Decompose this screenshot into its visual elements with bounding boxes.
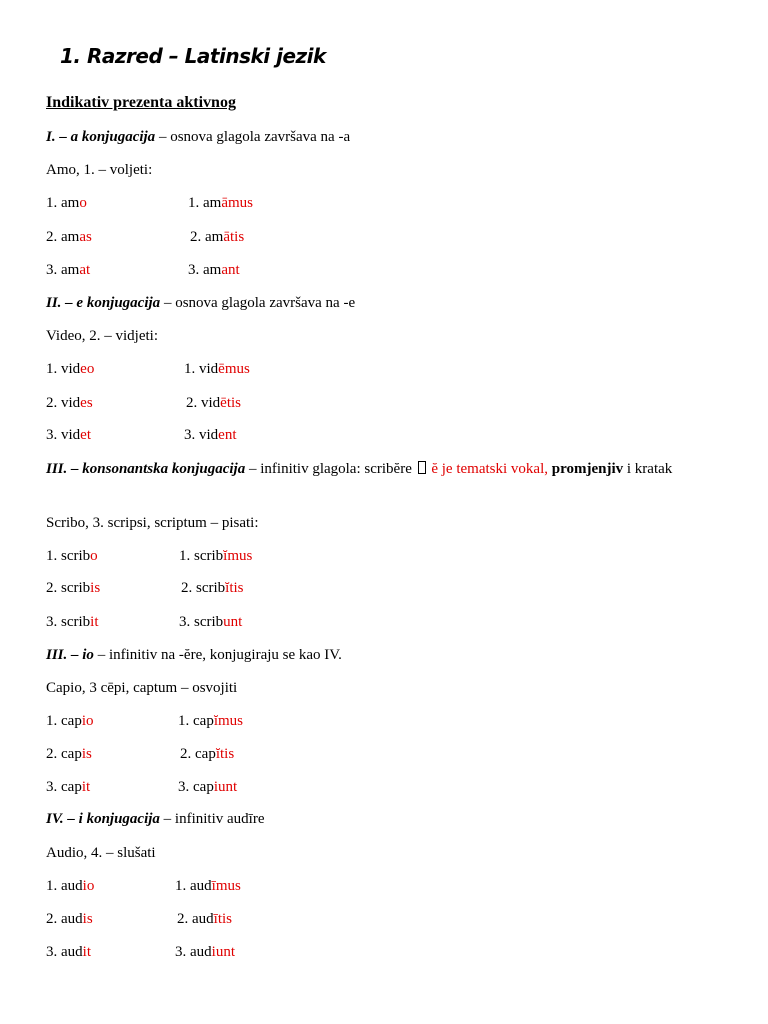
stem: 3. scrib: [46, 614, 91, 630]
ending: ĭtis: [215, 746, 235, 762]
conjugation-row: [46, 944, 236, 961]
ending: eo: [80, 361, 95, 377]
ending: at: [79, 262, 91, 278]
conjugation-name: III. – io: [46, 647, 94, 663]
stem: 1. vid: [46, 361, 81, 377]
conjugation-name: III. – konsonantska konjugacija: [46, 461, 246, 477]
missing-glyph-icon: [418, 461, 426, 474]
stem: 2. cap: [46, 746, 82, 762]
stem: 3. am: [188, 262, 222, 278]
stem: 2. cap: [180, 746, 216, 762]
conjugation-heading-4: [46, 647, 342, 664]
stem: 2. am: [190, 229, 224, 245]
ending: es: [80, 395, 93, 411]
ending: et: [80, 427, 91, 443]
stem: 1. cap: [46, 713, 82, 729]
stem: 3. aud: [46, 944, 83, 960]
ending: ĭmus: [223, 548, 253, 564]
ending: is: [81, 746, 92, 762]
emphasis-text: promjenjiv: [548, 461, 624, 477]
verb-example-5: Audio, 4. – slušati: [46, 845, 156, 861]
stem: 1. vid: [184, 361, 219, 377]
conjugation-description: – osnova glagola završava na -a: [155, 129, 351, 145]
conjugation-row: [46, 878, 241, 895]
conjugation-description: – infinitiv glagola: scribĕre: [245, 461, 412, 477]
conjugation-heading-1: [46, 129, 350, 146]
ending: ent: [218, 427, 237, 443]
stem: 2. aud: [46, 911, 83, 927]
conjugation-description: – osnova glagola završava na -e: [160, 295, 356, 311]
ending: ātis: [223, 229, 245, 245]
ending: io: [82, 878, 95, 894]
conjugation-description: – infinitiv na -ĕre, konjugiraju se kao IV.: [93, 647, 342, 663]
ending: iunt: [211, 944, 236, 960]
stem: 2. am: [46, 229, 80, 245]
conjugation-row: [46, 427, 237, 444]
conjugation-heading-2: [46, 295, 355, 312]
ending: o: [90, 548, 98, 564]
conjugation-name: IV. – i konjugacija: [46, 811, 160, 827]
ending: ētis: [220, 395, 242, 411]
stem: 3. cap: [178, 779, 214, 795]
stem: 1. cap: [178, 713, 214, 729]
stem: 3. vid: [46, 427, 81, 443]
stem: 1. aud: [46, 878, 83, 894]
stem: 1. am: [46, 195, 80, 211]
verb-example-2: Video, 2. – vidjeti:: [46, 328, 159, 344]
conjugation-name: I. – a konjugacija: [46, 129, 156, 145]
ending: ĭtis: [225, 580, 244, 596]
stem: 2. scrib: [181, 580, 226, 596]
ending: unt: [223, 614, 243, 630]
stem: 3. scrib: [179, 614, 224, 630]
ending: it: [81, 779, 91, 795]
conjugation-heading-3: [46, 459, 726, 480]
conjugation-row: [46, 361, 250, 378]
stem: 1. aud: [175, 878, 212, 894]
document-title: 1. Razred – Latinski jezik: [60, 44, 326, 68]
stem: 2. vid: [186, 395, 221, 411]
ending: īmus: [211, 878, 241, 894]
ending: āmus: [221, 195, 253, 211]
conjugation-description: – infinitiv audīre: [159, 811, 265, 827]
conjugation-heading-5: [46, 811, 264, 828]
ending: ĭmus: [213, 713, 244, 729]
stem: 1. am: [188, 195, 222, 211]
conjugation-row: [46, 229, 245, 246]
ending: ītis: [213, 911, 233, 927]
stem: 3. am: [46, 262, 80, 278]
ending: ant: [221, 262, 240, 278]
conjugation-row: [46, 911, 233, 928]
conjugation-row: [46, 580, 244, 597]
conjugation-row: [46, 779, 238, 796]
conjugation-row: [46, 262, 240, 279]
conjugation-row: [46, 195, 253, 212]
stem: 3. vid: [184, 427, 219, 443]
stem: 3. aud: [175, 944, 212, 960]
verb-example-1: Amo, 1. – voljeti:: [46, 162, 153, 178]
ending: as: [79, 229, 92, 245]
stem: 3. cap: [46, 779, 82, 795]
ending: io: [81, 713, 94, 729]
stem: 1. scrib: [46, 548, 91, 564]
ending: iunt: [213, 779, 238, 795]
verb-example-4: Capio, 3 cēpi, captum – osvojiti: [46, 680, 238, 696]
ending: ēmus: [218, 361, 250, 377]
ending: is: [82, 911, 93, 927]
conjugation-row: [46, 614, 243, 631]
ending: it: [82, 944, 92, 960]
conjugation-name: II. – e konjugacija: [46, 295, 161, 311]
stem: 1. scrib: [179, 548, 224, 564]
thematic-vowel-note: ĕ je tematski vokal,: [427, 461, 548, 477]
stem: 2. vid: [46, 395, 81, 411]
conjugation-description-end: i kratak: [623, 461, 673, 477]
stem: 2. scrib: [46, 580, 91, 596]
conjugation-row: [46, 746, 235, 763]
ending: it: [90, 614, 99, 630]
section-heading: Indikativ prezenta aktivnog: [46, 94, 236, 111]
conjugation-row: [46, 395, 242, 412]
ending: o: [79, 195, 87, 211]
ending: is: [90, 580, 101, 596]
conjugation-row: [46, 548, 253, 565]
conjugation-row: [46, 713, 244, 730]
verb-example-3: Scribo, 3. scripsi, scriptum – pisati:: [46, 515, 259, 531]
stem: 2. aud: [177, 911, 214, 927]
